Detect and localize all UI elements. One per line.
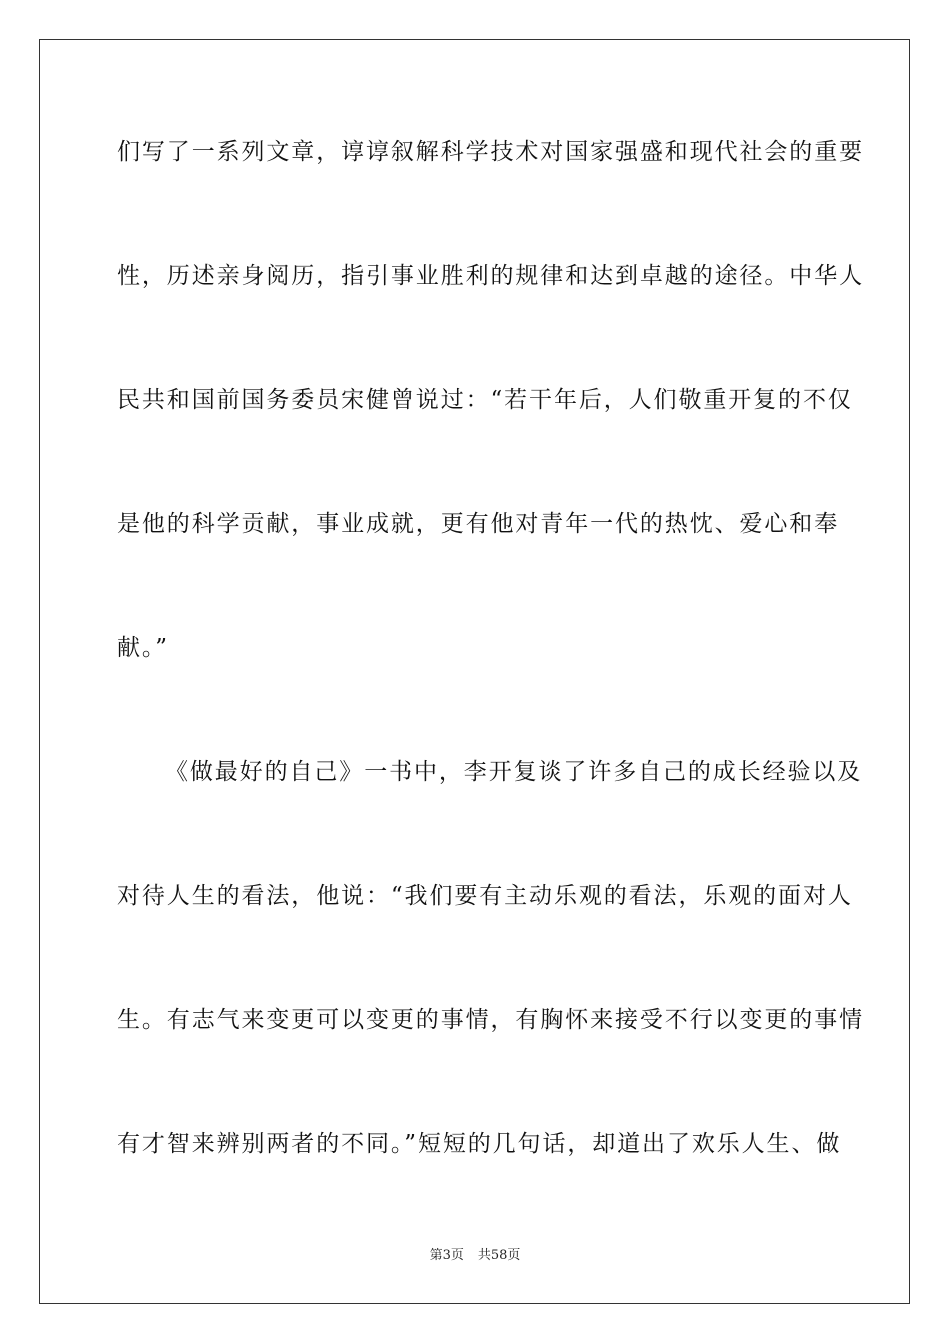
paragraph-line: 献。” bbox=[117, 635, 169, 661]
current-page-number: 第3页 bbox=[429, 1248, 464, 1263]
paragraph-line: 们写了一系列文章，谆谆叙解科学技术对国家强盛和现代社会的重要 bbox=[117, 139, 864, 165]
paragraph-line-indented: 《做最好的自己》一书中，李开复谈了许多自己的成长经验以及 bbox=[165, 759, 863, 785]
paragraph-line: 生。有志气来变更可以变更的事情，有胸怀来接受不行以变更的事情 bbox=[117, 1007, 864, 1033]
paragraph-line: 性，历述亲身阅历，指引事业胜利的规律和达到卓越的途径。中华人 bbox=[117, 263, 864, 289]
page-footer bbox=[0, 1247, 950, 1265]
total-pages: 共58页 bbox=[477, 1248, 521, 1263]
paragraph-line: 民共和国前国务委员宋健曾说过：“若干年后，人们敬重开复的不仅 bbox=[117, 387, 853, 413]
page-frame bbox=[39, 39, 910, 1304]
paragraph-line: 有才智来辨别两者的不同。”短短的几句话，却道出了欢乐人生、做 bbox=[117, 1131, 842, 1157]
paragraph-line: 对待人生的看法，他说：“我们要有主动乐观的看法，乐观的面对人 bbox=[117, 883, 853, 909]
paragraph-line: 是他的科学贡献，事业成就，更有他对青年一代的热忱、爱心和奉 bbox=[117, 511, 840, 537]
